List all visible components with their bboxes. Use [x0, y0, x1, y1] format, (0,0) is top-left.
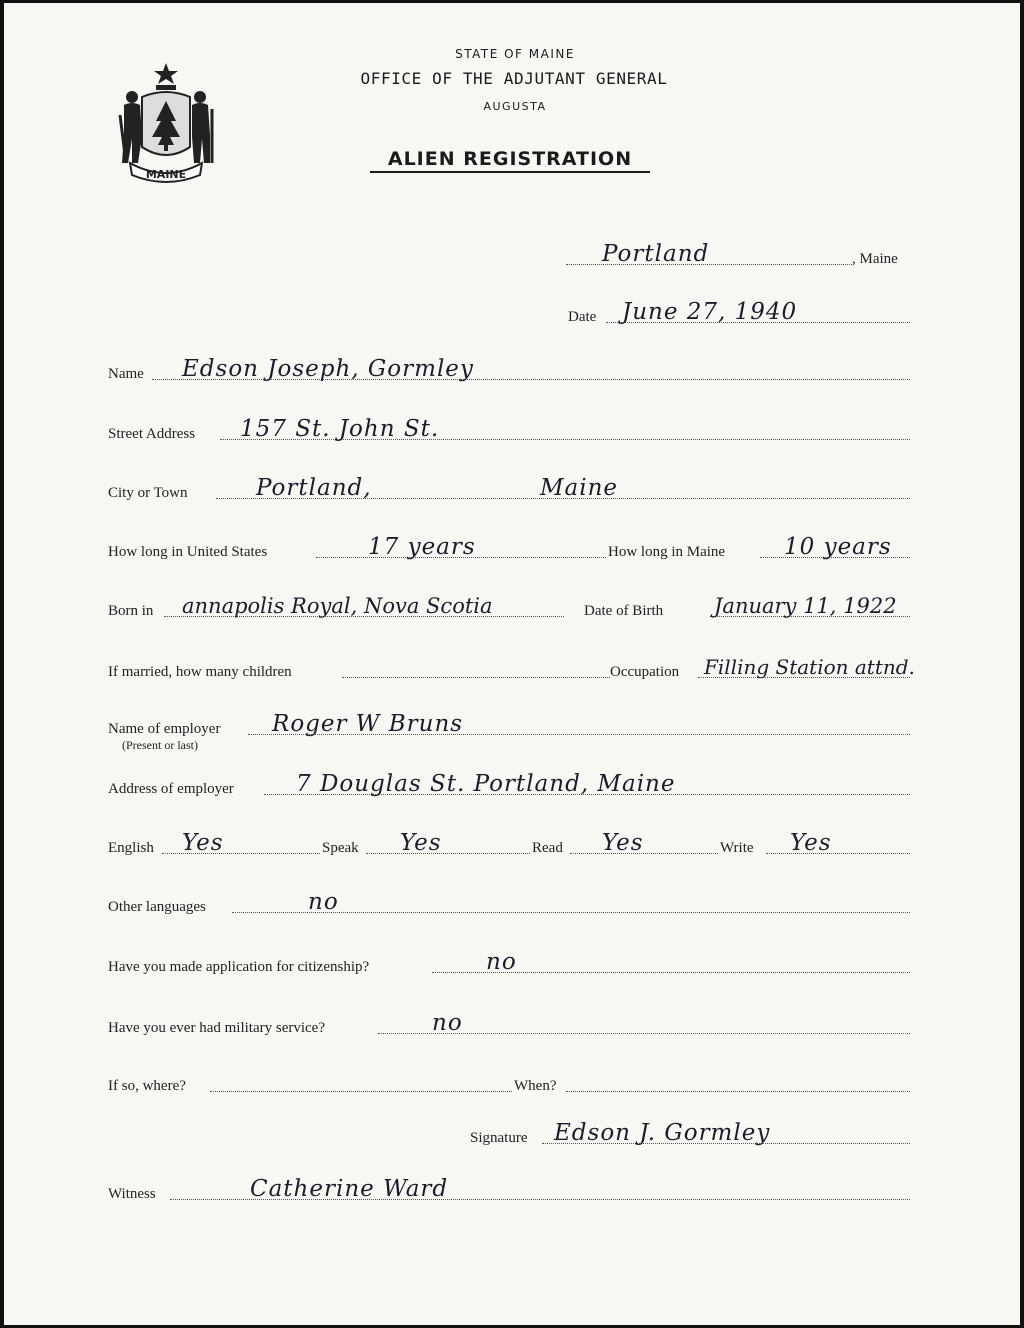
city-label: City or Town — [108, 485, 188, 501]
write-field[interactable]: Yes — [790, 830, 832, 856]
witness-row — [4, 1176, 1020, 1202]
military-label: Have you ever had military service? — [108, 1020, 325, 1036]
employer-row — [4, 711, 1020, 752]
witness-field[interactable]: Catherine Ward — [250, 1176, 449, 1202]
city-field[interactable]: Portland, — [256, 475, 372, 501]
where-label: If so, where? — [108, 1078, 186, 1094]
name-field[interactable]: Edson Joseph, Gormley — [182, 356, 474, 382]
form-title: ALIEN REGISTRATION — [370, 148, 650, 173]
occupation-label: Occupation — [610, 664, 680, 680]
state-field[interactable]: Maine — [540, 475, 619, 501]
date-row — [4, 299, 1020, 325]
citizenship-row — [4, 949, 1020, 975]
employer-field[interactable]: Roger W Bruns — [272, 711, 464, 737]
dob-label: Date of Birth — [584, 603, 664, 619]
street-label: Street Address — [108, 426, 196, 442]
name-row — [4, 356, 1020, 382]
write-label: Write — [720, 840, 754, 856]
english-field[interactable]: Yes — [182, 830, 224, 856]
city-row — [4, 475, 1020, 501]
children-label: If married, how many children — [108, 664, 292, 680]
witness-label: Witness — [108, 1186, 156, 1202]
service-row — [4, 1072, 1020, 1094]
signature-label: Signature — [470, 1130, 528, 1146]
citizenship-label: Have you made application for citizenship? — [108, 959, 370, 975]
other-languages-label: Other languages — [108, 899, 206, 915]
place-field[interactable]: Portland — [602, 241, 710, 267]
other-languages-row — [4, 889, 1020, 915]
residence-row — [4, 534, 1020, 560]
date-field[interactable]: June 27, 1940 — [622, 299, 798, 325]
language-row — [4, 830, 1020, 856]
born-field[interactable]: annapolis Royal, Nova Scotia — [182, 594, 493, 618]
city-heading: AUGUSTA — [483, 100, 547, 113]
us-years-label: How long in United States — [108, 544, 268, 560]
office-heading: OFFICE OF THE ADJUTANT GENERAL — [360, 69, 668, 88]
read-label: Read — [532, 840, 563, 856]
registration-form — [4, 3, 1020, 1325]
employer-address-row — [4, 771, 1020, 797]
date-label: Date — [568, 309, 597, 325]
military-field[interactable]: no — [432, 1010, 463, 1036]
signature-field[interactable]: Edson J. Gormley — [554, 1120, 771, 1146]
children-row — [4, 655, 1020, 680]
street-field[interactable]: 157 St. John St. — [240, 416, 440, 442]
place-row — [4, 241, 1020, 267]
street-row — [4, 416, 1020, 442]
employer-address-label: Address of employer — [108, 781, 234, 797]
seal-lettering: MAINE — [145, 168, 187, 181]
citizenship-field[interactable]: no — [486, 949, 517, 975]
english-label: English — [108, 840, 154, 856]
other-languages-field[interactable]: no — [308, 889, 339, 915]
maine-years-label: How long in Maine — [608, 544, 726, 560]
occupation-field[interactable]: Filling Station attnd. — [704, 655, 915, 679]
employer-sublabel: (Present or last) — [122, 738, 198, 752]
birth-row — [4, 594, 1020, 619]
state-heading: STATE OF MAINE — [455, 47, 575, 61]
us-years-field[interactable]: 17 years — [368, 534, 476, 560]
speak-label: Speak — [322, 840, 359, 856]
when-label: When? — [514, 1078, 557, 1094]
military-row — [4, 1010, 1020, 1036]
read-field[interactable]: Yes — [602, 830, 644, 856]
place-suffix-label: , Maine — [852, 251, 898, 267]
maine-years-field[interactable]: 10 years — [784, 534, 892, 560]
employer-label: Name of employer — [108, 721, 221, 737]
name-label: Name — [108, 366, 144, 382]
born-label: Born in — [108, 603, 154, 619]
speak-field[interactable]: Yes — [400, 830, 442, 856]
signature-row — [4, 1120, 1020, 1146]
employer-address-field[interactable]: 7 Douglas St. Portland, Maine — [296, 771, 676, 797]
dob-field[interactable]: January 11, 1922 — [714, 594, 897, 618]
